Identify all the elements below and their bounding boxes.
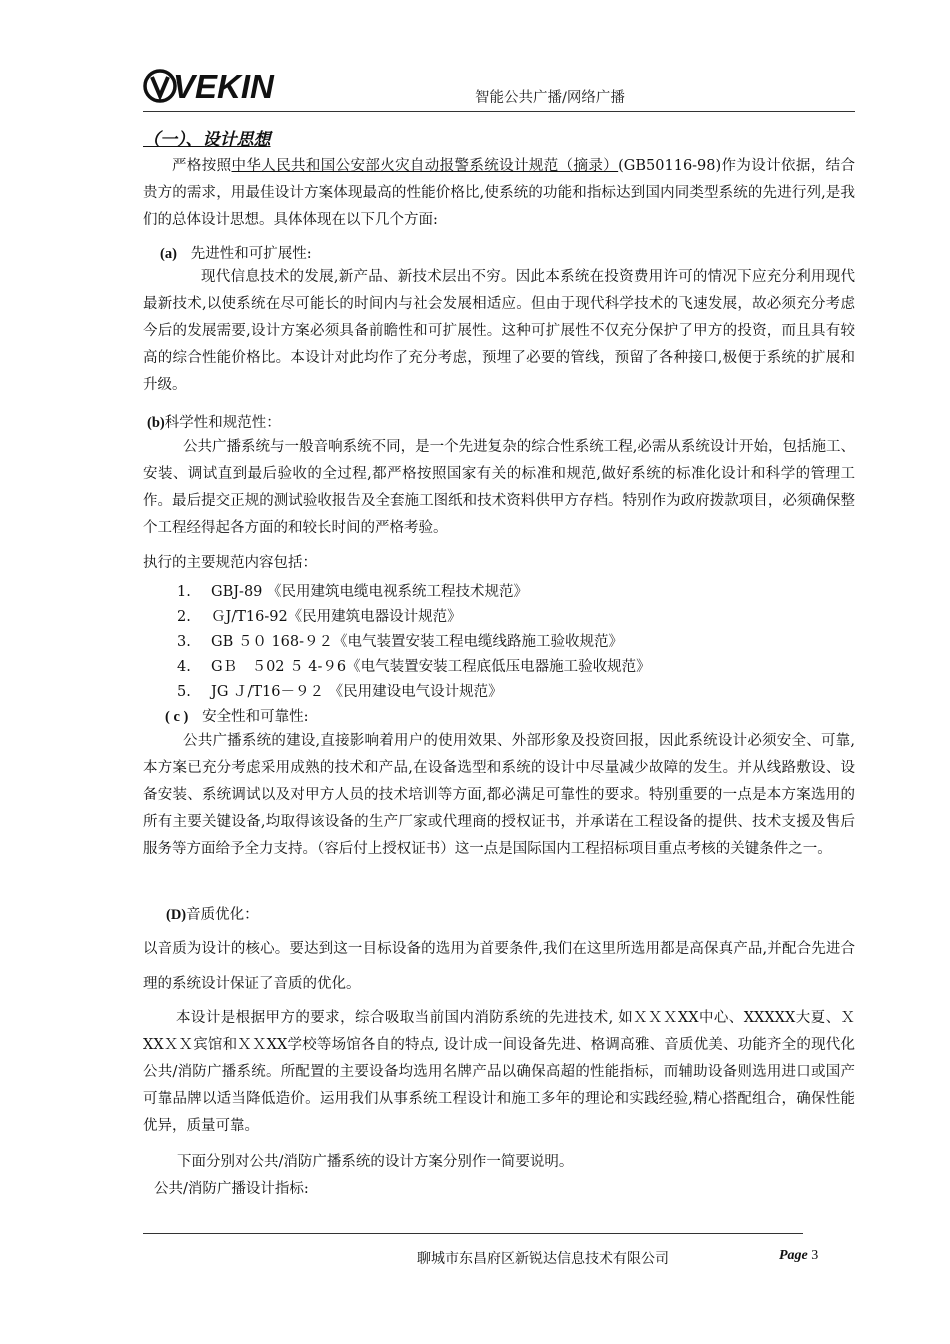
- section-title: （一）、设计思想: [143, 130, 271, 150]
- summary-paragraph: 本设计是根据甲方的要求，综合吸取当前国内消防系统的先进技术, 如ＸＸＸXX中心、XXXXX大夏、ＸXXＸＸ宾馆和ＸＸXX学校等场馆各自的特点, 设计成一间设备先进、格调高雅、音质优美、功能齐全的现代化公共/消防广播系统。所配置的主要设备均选用名牌产品以确保高超的性能指标，而辅助设备则选用进口或国产可靠品牌以适当降低造价。运用我们从事系统工程设计和施工多年的理论和实践经验,精心搭配组合，确保性能优异，质量可靠。: [143, 1010, 855, 1134]
- intro-paragraph: 严格按照中华人民共和国公安部火灾自动报警系统设计规范（摘录）(GB50116-98)作为设计依据，结合贵方的需求，用最佳设计方案体现最高的性能价格比,使系统的功能和指标达到国内同类型系统的先进行列,是我们的总体设计思想。具体体现在以下几个方面:: [143, 158, 856, 228]
- footer-divider: [143, 1233, 803, 1234]
- footer-company: 聊城市东昌府区新锐达信息技术有限公司: [417, 1251, 669, 1267]
- list-item: 1. GBJ-89 《民用建筑电缆电视系统工程技术规范》: [177, 584, 529, 600]
- header-divider: [143, 111, 855, 112]
- standard-reference-link: 中华人民共和国公安部火灾自动报警系统设计规范（摘录）: [231, 158, 619, 174]
- item-a-body: 现代信息技术的发展,新产品、新技术层出不穷。因此本系统在投资费用许可的情况下应充分利用现代最新技术,以使系统在尽可能长的时间内与社会发展相适应。但由于现代科学技术的飞速发展，故必须充分考虑今后的发展需要,设计方案必须具备前瞻性和可扩展性。这种可扩展性不仅充分保护了甲方的投资，而且具有较高的综合性能价格比。本设计对此均作了充分考虑，预埋了必要的管线，预留了各种接口,极便于系统的扩展和升级。: [143, 269, 855, 393]
- item-c-body: 公共广播系统的建设,直接影响着用户的使用效果、外部形象及投资回报，因此系统设计必须安全、可靠,本方案已充分考虑采用成熟的技术和产品,在设备选型和系统的设计中尽量减少故障的发生。并从线路敷设、设备安装、系统调试以及对甲方人员的技术培训等方面,都必满足可靠性的要求。特别重要的一点是本方案选用的所有主要关键设备,均取得该设备的生产厂家或代理商的授权证书，并承诺在工程设备的提供、技术支援及售后服务等方面给予全力支持。（容后付上授权证书）这一点是国际国内工程招标项目重点考核的关键条件之一。: [143, 733, 855, 857]
- closing-line: 下面分别对公共/消防广播系统的设计方案分别作一简要说明。: [177, 1154, 574, 1170]
- item-d-body: 以音质为设计的核心。要达到这一目标设备的选用为首要条件,我们在这里所选用都是高保真产品,并配合先进合理的系统设计保证了音质的优化。: [143, 941, 855, 992]
- indicators-heading: 公共/消防广播设计指标:: [154, 1181, 309, 1197]
- list-item: 4. GＢ ５02 ５ 4-９6《电气装置安装工程底低压电器施工验收规范》: [177, 659, 651, 675]
- standards-list-intro: 执行的主要规范内容包括：: [143, 555, 317, 571]
- logo-text: VEKIN: [173, 68, 274, 105]
- header-title: 智能公共广播/网络广播: [475, 90, 625, 106]
- list-item: 2. ＧJ/T16-92《民用建筑电器设计规范》: [177, 609, 462, 625]
- vekin-logo: [143, 66, 289, 106]
- list-item: 5. JG Ｊ/T16－９２ 《民用建设电气设计规范》: [177, 684, 503, 700]
- list-item: 3. GB ５０ 168-９２《电气装置安装工程电缆线路施工验收规范》: [177, 634, 624, 650]
- item-a-heading: (a) 先进性和可扩展性:: [160, 246, 312, 262]
- item-b-body: 公共广播系统与一般音响系统不同，是一个先进复杂的综合性系统工程,必需从系统设计开始，包括施工、安装、调试直到最后验收的全过程,都严格按照国家有关的标准和规范,做好系统的标准化设计和科学的管理工作。最后提交正规的测试验收报告及全套施工图纸和技术资料供甲方存档。特别作为政府拨款项目，必须确保整个工程经得起各方面的和较长时间的严格考验。: [143, 439, 855, 536]
- page-number: Page 3: [779, 1248, 819, 1263]
- item-c-heading: ( c ) 安全性和可靠性:: [165, 709, 309, 725]
- item-d-heading: (D)音质优化：: [166, 907, 259, 923]
- item-b-heading: (b)科学性和规范性：: [147, 415, 281, 431]
